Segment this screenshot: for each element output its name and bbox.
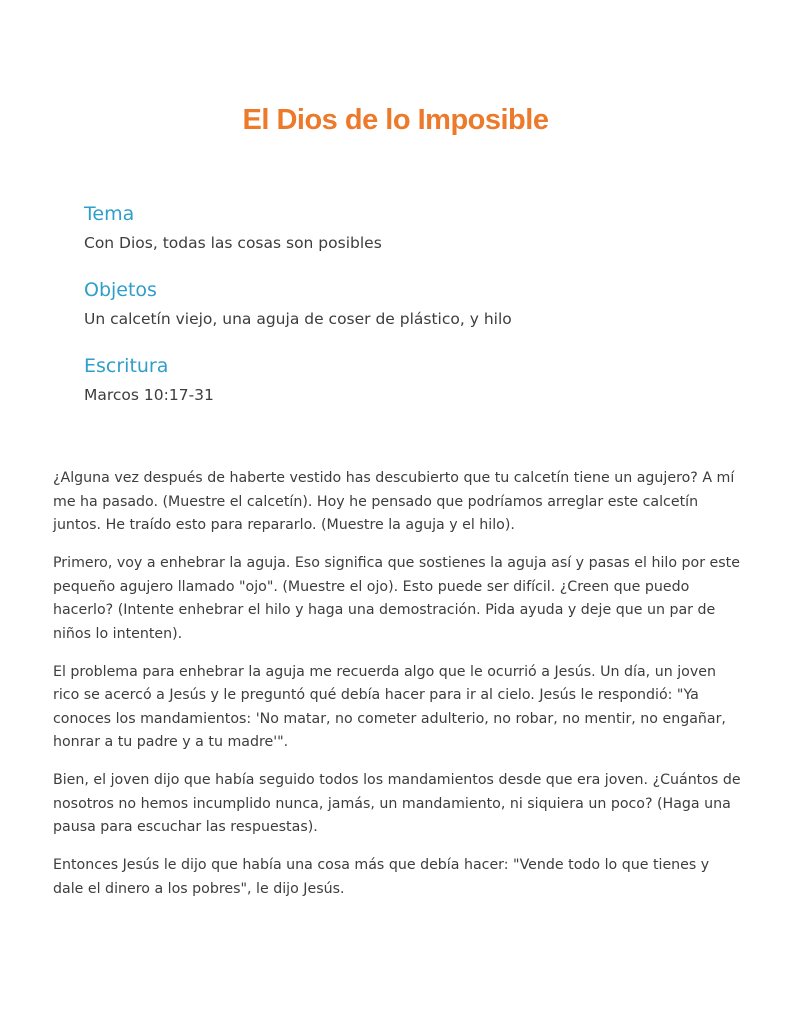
objects-value: Un calcetín viejo, una aguja de coser de plástico, y hilo (84, 310, 512, 328)
scripture-section (84, 352, 724, 408)
paragraph-2: Primero, voy a enhebrar la aguja. Eso significa que sostienes la aguja así y pasas el hilo por este pequeño agujero llamado "ojo". (Muestre el ojo). Esto puede ser difícil. ¿Creen que puedo hacerlo? (Intente enhebrar el hilo y haga una demostración. Pida ayuda y deje que un par de niños lo intenten). (53, 555, 740, 642)
lesson-info (84, 200, 724, 428)
scripture-heading: Escritura (84, 355, 169, 377)
theme-heading: Tema (84, 203, 135, 225)
page-title: El Dios de lo Imposible (242, 104, 549, 136)
paragraph-4: Bien, el joven dijo que había seguido todos los mandamientos desde que era joven. ¿Cuántos de nosotros no hemos incumplido nunca, jamás, un mandamiento, ni siquiera un poco? (Haga una pausa para escuchar las respuestas). (53, 772, 741, 835)
objects-section (84, 276, 724, 332)
paragraph-1: ¿Alguna vez después de haberte vestido has descubierto que tu calcetín tiene un agujero? A mí me ha pasado. (Muestre el calcetín). Hoy he pensado que podríamos arreglar este calcetín juntos. He traído esto para repararlo. (Muestre la aguja y el hilo). (53, 470, 735, 533)
scripture-value: Marcos 10:17-31 (84, 386, 214, 404)
paragraph-5: Entonces Jesús le dijo que había una cosa más que debía hacer: "Vende todo lo que tienes y dale el dinero a los pobres", le dijo Jesús. (53, 857, 710, 897)
theme-section (84, 200, 724, 256)
lesson-body (53, 467, 743, 916)
objects-heading: Objetos (84, 279, 157, 301)
theme-value: Con Dios, todas las cosas son posibles (84, 234, 382, 252)
paragraph-3: El problema para enhebrar la aguja me recuerda algo que le ocurrió a Jesús. Un día, un joven rico se acercó a Jesús y le preguntó qué debía hacer para ir al cielo. Jesús le respondió: "Ya conoces los mandamientos: 'No matar, no cometer adulterio, no robar, no mentir, no engañar, honrar a tu padre y a tu madre'". (53, 663, 726, 750)
